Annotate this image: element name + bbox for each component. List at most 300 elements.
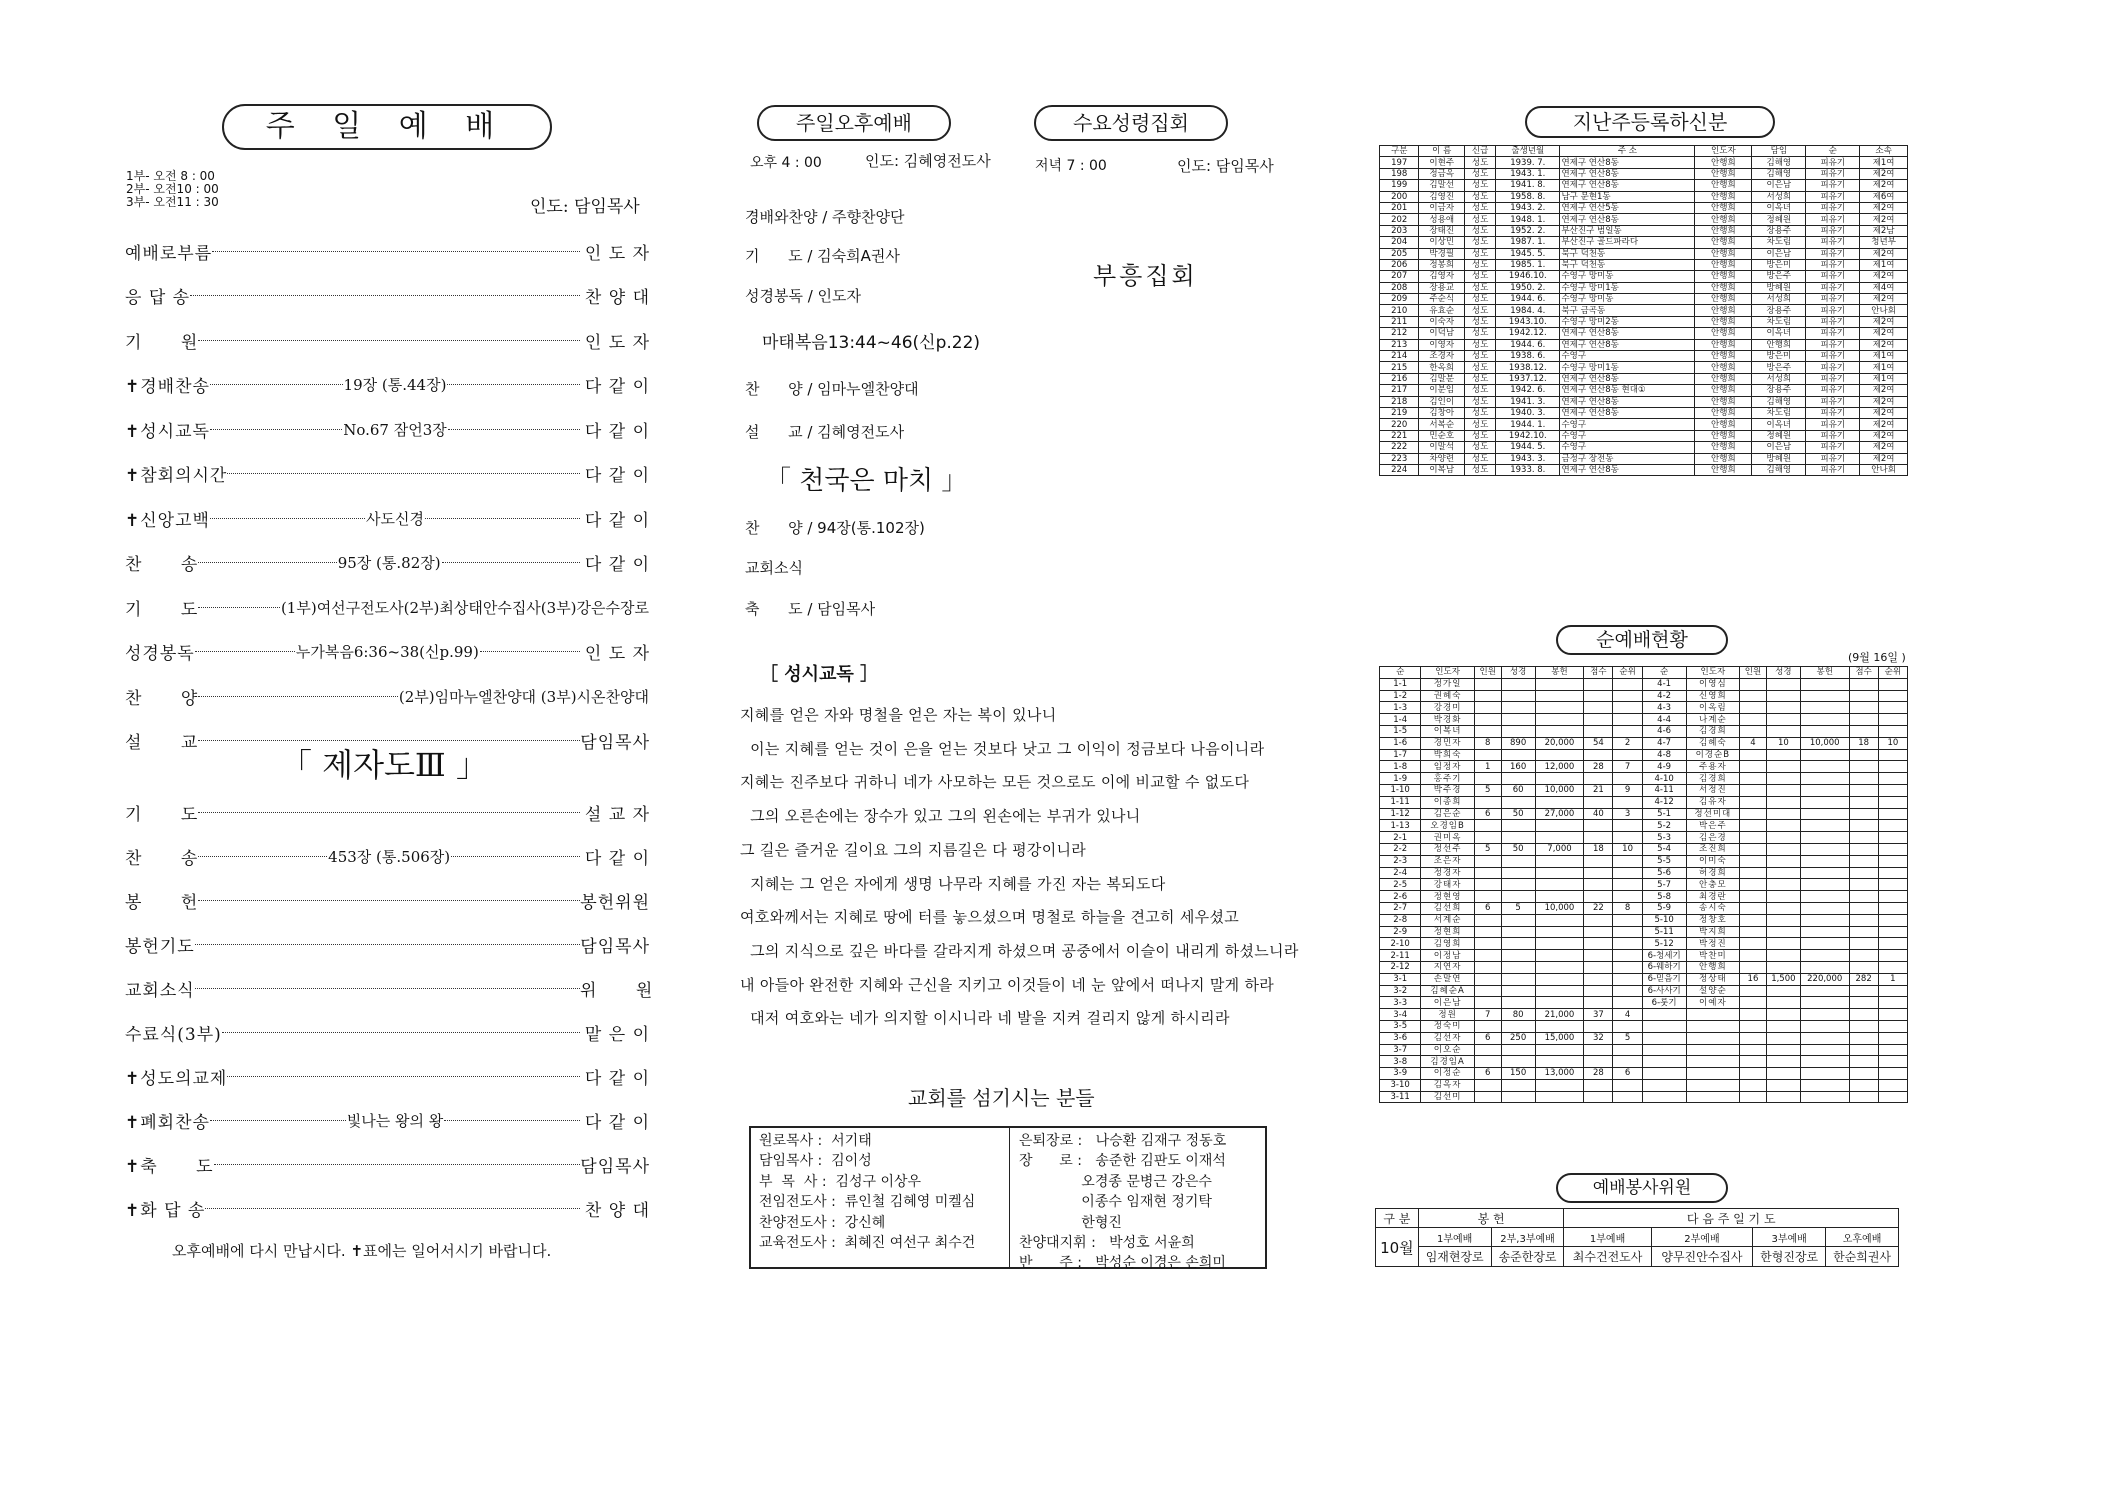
- attendance-cell: [1613, 832, 1642, 844]
- registry-cell: 211: [1380, 316, 1419, 327]
- reading-line: 그의 지식으로 깊은 바다를 갈라지게 하셨으며 공중에서 이슬이 내리게 하셨느니라: [740, 941, 1299, 960]
- attendance-cell: [1501, 879, 1535, 891]
- registry-cell: 북구 덕천동: [1560, 259, 1695, 270]
- staff-line: 한형진: [1019, 1214, 1122, 1231]
- attendance-cell: 송시숙: [1686, 902, 1740, 914]
- registry-cell: 이은남: [1752, 442, 1806, 453]
- attendance-cell: 나계순: [1686, 714, 1740, 726]
- afternoon-item: 찬 양 / 임마누엘찬양대: [745, 380, 919, 398]
- attendance-cell: [1535, 855, 1584, 867]
- registry-cell: 서성희: [1752, 294, 1806, 305]
- attendance-cell: 7,000: [1535, 843, 1584, 855]
- registry-cell: 제2여: [1860, 385, 1908, 396]
- registry-cell: 1943. 2.: [1496, 202, 1560, 213]
- order-person: 찬 양 대: [584, 1200, 650, 1221]
- attendance-cell: [1878, 773, 1907, 785]
- registry-cell: 피유기: [1806, 419, 1860, 430]
- table-row: [1380, 867, 1908, 879]
- registry-cell: 제1여: [1860, 259, 1908, 270]
- order-person: 다 같 이: [584, 377, 650, 397]
- attendance-cell: [1766, 914, 1800, 926]
- table-row: [1380, 248, 1908, 259]
- attendance-cell: 조은자: [1421, 855, 1475, 867]
- staff-line: 반 주 : 박성순 이경은 손희미: [1019, 1255, 1226, 1272]
- attendance-cell: [1613, 997, 1642, 1009]
- attendance-cell: [1766, 855, 1800, 867]
- attendance-cell: [1740, 1020, 1767, 1032]
- attendance-cell: [1740, 784, 1767, 796]
- order-row: [125, 503, 650, 533]
- attendance-cell: 박희숙: [1421, 749, 1475, 761]
- division-header: 구 분: [1376, 1209, 1419, 1228]
- attendance-cell: [1584, 773, 1613, 785]
- registry-cell: 1945. 5.: [1496, 248, 1560, 259]
- reading-line: 내 아들아 완전한 지혜와 근신을 지키고 이것들이 네 눈 앞에서 떠나지 말게 하라: [740, 975, 1275, 994]
- registry-cell: 이옥녀: [1752, 328, 1806, 339]
- attendance-cell: [1740, 926, 1767, 938]
- attendance-cell: [1766, 1044, 1800, 1056]
- attendance-cell: [1878, 855, 1907, 867]
- registry-cell: 제1여: [1860, 157, 1908, 168]
- table-row: [1380, 191, 1908, 202]
- attendance-cell: [1535, 1044, 1584, 1056]
- attendance-cell: 160: [1501, 761, 1535, 773]
- registry-cell: 제6여: [1860, 191, 1908, 202]
- attendance-cell: [1535, 678, 1584, 690]
- time-1: 1부- 오전 8 : 00: [126, 169, 215, 183]
- attendance-cell: [1740, 914, 1767, 926]
- registry-cell: 서성희: [1752, 191, 1806, 202]
- attendance-cell: [1849, 950, 1878, 962]
- month-cell: 10월: [1376, 1228, 1419, 1267]
- attendance-cell: [1878, 985, 1907, 997]
- table-row: [1380, 950, 1908, 962]
- attendance-cell: [1740, 1079, 1767, 1091]
- order-row: [125, 281, 650, 311]
- attendance-cell: 1-9: [1380, 773, 1421, 785]
- attendance-cell: 6: [1613, 1068, 1642, 1080]
- attendance-cell: 10: [1766, 737, 1800, 749]
- attendance-cell: 10: [1613, 843, 1642, 855]
- attendance-cell: [1474, 938, 1501, 950]
- registry-cell: 장용교: [1419, 282, 1465, 293]
- attendance-cell: 정선주: [1421, 843, 1475, 855]
- attendance-cell: [1740, 749, 1767, 761]
- order-person: 찬 양 대: [584, 288, 650, 308]
- order-row: [125, 841, 650, 871]
- afternoon-item: 설 교 / 김혜영전도사: [745, 423, 905, 441]
- attendance-cell: [1878, 832, 1907, 844]
- attendance-cell: 김유자: [1686, 796, 1740, 808]
- registry-cell: 214: [1380, 351, 1419, 362]
- order-label: 수료식(3부): [125, 1024, 222, 1045]
- attendance-cell: [1501, 832, 1535, 844]
- attendance-cell: [1613, 749, 1642, 761]
- attendance-cell: [1474, 725, 1501, 737]
- attendance-cell: 5: [1613, 1032, 1642, 1044]
- attendance-cell: [1535, 714, 1584, 726]
- attendance-cell: [1800, 773, 1849, 785]
- attendance-cell: [1501, 985, 1535, 997]
- attendance-cell: 설양순: [1686, 985, 1740, 997]
- sermon-title: 「 제자도Ⅲ 」: [280, 746, 488, 784]
- registry-cell: 성도: [1465, 237, 1496, 248]
- table-row: [1380, 832, 1908, 844]
- attendance-cell: [1584, 820, 1613, 832]
- registry-cell: 안나회: [1860, 305, 1908, 316]
- registry-cell: 안행희: [1752, 339, 1806, 350]
- attendance-cell: [1766, 808, 1800, 820]
- registry-cell: 이영자: [1419, 339, 1465, 350]
- attendance-cell: 4-7: [1642, 737, 1686, 749]
- attendance-cell: 27,000: [1535, 808, 1584, 820]
- attendance-cell: [1501, 1044, 1535, 1056]
- attendance-cell: [1766, 714, 1800, 726]
- order-label: 봉 헌: [125, 892, 199, 913]
- registry-cell: 연제구 연산8동: [1560, 339, 1695, 350]
- registry-cell: 성도: [1465, 351, 1496, 362]
- order-row: [125, 637, 650, 667]
- attendance-cell: 정현영: [1421, 891, 1475, 903]
- attendance-cell: [1501, 950, 1535, 962]
- attendance-cell: 김영희: [1421, 938, 1475, 950]
- attendance-header: 순: [1642, 667, 1686, 679]
- service-times: [126, 170, 219, 209]
- attendance-cell: [1800, 678, 1849, 690]
- attendance-cell: [1686, 1020, 1740, 1032]
- afternoon-item: 교회소식: [745, 559, 803, 577]
- attendance-cell: [1878, 1056, 1907, 1068]
- attendance-cell: 김경임A: [1421, 1056, 1475, 1068]
- service-committee-table: [1375, 1208, 1899, 1267]
- attendance-cell: [1584, 997, 1613, 1009]
- attendance-cell: [1501, 702, 1535, 714]
- attendance-cell: 50: [1501, 843, 1535, 855]
- registry-cell: 1938. 6.: [1496, 351, 1560, 362]
- attendance-cell: 21,000: [1535, 1009, 1584, 1021]
- registry-cell: 안행희: [1695, 396, 1752, 407]
- order-row: [125, 681, 650, 711]
- reading-line: 지혜를 얻은 자와 명철을 얻은 자는 복이 있나니: [740, 706, 1057, 724]
- attendance-cell: 28: [1584, 761, 1613, 773]
- registry-cell: 유효순: [1419, 305, 1465, 316]
- attendance-cell: [1766, 702, 1800, 714]
- attendance-cell: [1501, 997, 1535, 1009]
- registry-cell: 김인이: [1419, 396, 1465, 407]
- registry-cell: 성도: [1465, 305, 1496, 316]
- revival-event: 부흥집회: [1093, 262, 1198, 290]
- table-row: [1380, 419, 1908, 430]
- attendance-cell: 4-6: [1642, 725, 1686, 737]
- attendance-cell: [1613, 690, 1642, 702]
- registry-cell: 제2여: [1860, 294, 1908, 305]
- attendance-cell: 박지희: [1686, 926, 1740, 938]
- attendance-cell: [1613, 796, 1642, 808]
- attendance-cell: 홍주기: [1421, 773, 1475, 785]
- attendance-cell: [1613, 714, 1642, 726]
- attendance-cell: [1474, 1044, 1501, 1056]
- attendance-cell: 허경희: [1686, 867, 1740, 879]
- attendance-cell: 강태자: [1421, 879, 1475, 891]
- attendance-cell: 박찬미: [1686, 950, 1740, 962]
- attendance-cell: 1-4: [1380, 714, 1421, 726]
- afternoon-item: 기 도 / 김숙희A권사: [745, 247, 900, 265]
- attendance-cell: [1849, 832, 1878, 844]
- attendance-cell: 권미옥: [1421, 832, 1475, 844]
- attendance-cell: 8: [1613, 902, 1642, 914]
- attendance-cell: [1740, 761, 1767, 773]
- attendance-cell: [1766, 749, 1800, 761]
- registry-cell: 방은미: [1752, 351, 1806, 362]
- table-row: [1380, 784, 1908, 796]
- attendance-cell: 1-5: [1380, 725, 1421, 737]
- attendance-cell: [1686, 1056, 1740, 1068]
- registry-cell: 217: [1380, 385, 1419, 396]
- registry-header: 주 소: [1560, 146, 1695, 157]
- leader-dots: [198, 597, 650, 618]
- attendance-cell: [1501, 891, 1535, 903]
- staff-title: 교회를 섬기시는 분들: [908, 1086, 1095, 1110]
- attendance-cell: [1849, 1068, 1878, 1080]
- attendance-cell: [1800, 1044, 1849, 1056]
- attendance-cell: [1501, 820, 1535, 832]
- registry-cell: 205: [1380, 248, 1419, 259]
- attendance-cell: [1766, 761, 1800, 773]
- order-label: 예배로부름: [125, 243, 213, 264]
- attendance-cell: [1740, 985, 1767, 997]
- attendance-cell: [1766, 843, 1800, 855]
- registry-cell: 208: [1380, 282, 1419, 293]
- table-row: [1380, 339, 1908, 350]
- registry-cell: 220: [1380, 419, 1419, 430]
- attendance-cell: [1800, 914, 1849, 926]
- attendance-cell: 3-3: [1380, 997, 1421, 1009]
- order-detail: 빛나는 왕의 왕: [346, 1111, 444, 1130]
- order-label: 찬 송: [125, 555, 199, 575]
- registry-cell: 199: [1380, 180, 1419, 191]
- registry-cell: 부산진구 골드파라다: [1560, 237, 1695, 248]
- registry-cell: 207: [1380, 271, 1419, 282]
- registry-cell: 성도: [1465, 271, 1496, 282]
- registry-cell: 성도: [1465, 339, 1496, 350]
- table-row: [1380, 1044, 1908, 1056]
- registry-header: 인도자: [1695, 146, 1752, 157]
- attendance-cell: [1584, 749, 1613, 761]
- table-row: [1380, 442, 1908, 453]
- attendance-cell: [1849, 997, 1878, 1009]
- registry-cell: 제2여: [1860, 202, 1908, 213]
- order-row: [125, 592, 650, 622]
- registry-cell: 차도림: [1752, 316, 1806, 327]
- registry-cell: 피유기: [1806, 339, 1860, 350]
- attendance-cell: [1800, 714, 1849, 726]
- registry-cell: 1943. 3.: [1496, 453, 1560, 464]
- staff-line: 찬양대지휘 : 박성호 서윤희: [1019, 1235, 1195, 1252]
- attendance-cell: [1584, 926, 1613, 938]
- attendance-cell: 2-10: [1380, 938, 1421, 950]
- attendance-cell: [1584, 714, 1613, 726]
- registry-cell: 성도: [1465, 373, 1496, 384]
- leader-dots: [195, 944, 580, 945]
- order-row: [125, 885, 650, 915]
- attendance-cell: [1535, 1091, 1584, 1103]
- attendance-cell: [1800, 902, 1849, 914]
- registry-cell: 안행희: [1695, 214, 1752, 225]
- attendance-cell: 37: [1584, 1009, 1613, 1021]
- attendance-cell: [1501, 690, 1535, 702]
- attendance-cell: 김선자: [1421, 1032, 1475, 1044]
- attendance-cell: [1800, 879, 1849, 891]
- afternoon-item: 성경봉독 / 인도자: [745, 287, 862, 305]
- registry-cell: 서복순: [1419, 419, 1465, 430]
- attendance-cell: [1613, 961, 1642, 973]
- attendance-cell: [1800, 997, 1849, 1009]
- attendance-cell: [1766, 1068, 1800, 1080]
- table-row: [1380, 1056, 1908, 1068]
- attendance-cell: [1849, 961, 1878, 973]
- attendance-cell: 4-10: [1642, 773, 1686, 785]
- registry-cell: 피유기: [1806, 259, 1860, 270]
- registry-cell: 1944. 1.: [1496, 419, 1560, 430]
- attendance-cell: 1-3: [1380, 702, 1421, 714]
- attendance-cell: [1535, 749, 1584, 761]
- table-row: [1380, 453, 1908, 464]
- attendance-cell: 3-11: [1380, 1091, 1421, 1103]
- attendance-cell: [1800, 796, 1849, 808]
- attendance-cell: 5-5: [1642, 855, 1686, 867]
- attendance-cell: 250: [1501, 1032, 1535, 1044]
- afternoon-sermon-title: 「 천국은 마치 」: [765, 466, 968, 496]
- registry-cell: 안행희: [1695, 305, 1752, 316]
- registry-cell: 안행희: [1695, 385, 1752, 396]
- attendance-cell: [1766, 950, 1800, 962]
- registry-cell: 수영구 망미2동: [1560, 316, 1695, 327]
- order-row: [125, 236, 650, 266]
- registry-cell: 피유기: [1806, 430, 1860, 441]
- table-row: [1380, 773, 1908, 785]
- registry-cell: 김말분: [1419, 373, 1465, 384]
- table-row: [1380, 259, 1908, 270]
- registry-cell: 장태진: [1419, 225, 1465, 236]
- attendance-cell: [1849, 867, 1878, 879]
- registry-cell: 안행희: [1695, 259, 1752, 270]
- attendance-cell: [1878, 926, 1907, 938]
- sub-header: 3부예배: [1753, 1228, 1826, 1247]
- attendance-cell: [1535, 820, 1584, 832]
- registry-cell: 1952. 2.: [1496, 225, 1560, 236]
- attendance-cell: 1: [1474, 761, 1501, 773]
- registry-cell: 안행희: [1695, 453, 1752, 464]
- registry-cell: 이옥녀: [1752, 419, 1806, 430]
- attendance-cell: 이은남: [1421, 997, 1475, 1009]
- registry-cell: 216: [1380, 373, 1419, 384]
- registry-header: 구분: [1380, 146, 1419, 157]
- registry-cell: 제2여: [1860, 419, 1908, 430]
- registry-cell: 제2여: [1860, 442, 1908, 453]
- wednesday-time: 저녁 7 : 00: [1035, 158, 1107, 174]
- attendance-cell: 3-8: [1380, 1056, 1421, 1068]
- attendance-cell: [1740, 1044, 1767, 1056]
- registry-cell: 안행희: [1695, 202, 1752, 213]
- order-label: ✝경배찬송: [125, 377, 210, 397]
- registry-cell: 조경자: [1419, 351, 1465, 362]
- leader-dots: [210, 419, 580, 440]
- registry-cell: 장용주: [1752, 305, 1806, 316]
- attendance-cell: [1766, 879, 1800, 891]
- service-value: 한순희권사: [1826, 1247, 1899, 1267]
- attendance-cell: [1740, 832, 1767, 844]
- attendance-cell: [1501, 725, 1535, 737]
- attendance-cell: 1-1: [1380, 678, 1421, 690]
- attendance-cell: 정현희: [1421, 926, 1475, 938]
- registry-cell: 1985. 1.: [1496, 259, 1560, 270]
- table-row: [1380, 926, 1908, 938]
- attendance-cell: 이오순: [1421, 1044, 1475, 1056]
- order-label: ✝성시교독: [125, 421, 210, 442]
- attendance-cell: [1642, 1032, 1686, 1044]
- attendance-cell: [1766, 961, 1800, 973]
- order-label: 교회소식: [125, 980, 195, 1001]
- attendance-date: (9월 16일 ): [1848, 651, 1906, 664]
- registry-cell: 221: [1380, 430, 1419, 441]
- attendance-cell: 5-12: [1642, 938, 1686, 950]
- order-detail: No.67 잠언3장: [343, 420, 447, 439]
- registry-cell: 피유기: [1806, 453, 1860, 464]
- attendance-cell: [1849, 938, 1878, 950]
- attendance-cell: [1878, 914, 1907, 926]
- registry-cell: 피유기: [1806, 328, 1860, 339]
- attendance-cell: [1535, 997, 1584, 1009]
- attendance-cell: [1849, 749, 1878, 761]
- attendance-cell: [1535, 773, 1584, 785]
- attendance-cell: [1800, 702, 1849, 714]
- order-label: ✝화 답 송: [125, 1200, 206, 1221]
- table-row: [1380, 225, 1908, 236]
- attendance-header: 순위: [1878, 667, 1907, 679]
- attendance-cell: [1740, 938, 1767, 950]
- attendance-cell: 정선미대: [1686, 808, 1740, 820]
- registry-cell: 제2남: [1860, 225, 1908, 236]
- attendance-cell: [1535, 938, 1584, 950]
- order-person: 다 같 이: [584, 1112, 650, 1133]
- attendance-cell: [1740, 950, 1767, 962]
- attendance-cell: 김선희: [1421, 902, 1475, 914]
- attendance-cell: [1642, 1009, 1686, 1021]
- registry-cell: 북구 금곡동: [1560, 305, 1695, 316]
- table-row: [1380, 678, 1908, 690]
- registry-cell: 1984. 4.: [1496, 305, 1560, 316]
- attendance-cell: [1584, 725, 1613, 737]
- registry-cell: 연제구 연산8동: [1560, 328, 1695, 339]
- attendance-cell: [1613, 867, 1642, 879]
- registry-cell: 김영자: [1419, 271, 1465, 282]
- attendance-cell: 이정남: [1421, 950, 1475, 962]
- attendance-cell: [1849, 926, 1878, 938]
- table-row: [1380, 1032, 1908, 1044]
- attendance-cell: 이영심: [1686, 678, 1740, 690]
- registry-cell: 성도: [1465, 464, 1496, 475]
- attendance-cell: [1740, 997, 1767, 1009]
- attendance-cell: 2-11: [1380, 950, 1421, 962]
- order-label: 성경봉독: [125, 644, 195, 664]
- registry-cell: 성도: [1465, 157, 1496, 168]
- attendance-cell: [1474, 749, 1501, 761]
- order-detail: 453장 (통.506장): [328, 847, 451, 866]
- leader-dots: [214, 1164, 580, 1165]
- attendance-cell: [1849, 796, 1878, 808]
- order-label: ✝신앙고백: [125, 510, 210, 531]
- sub-header: 1부예배: [1564, 1228, 1651, 1247]
